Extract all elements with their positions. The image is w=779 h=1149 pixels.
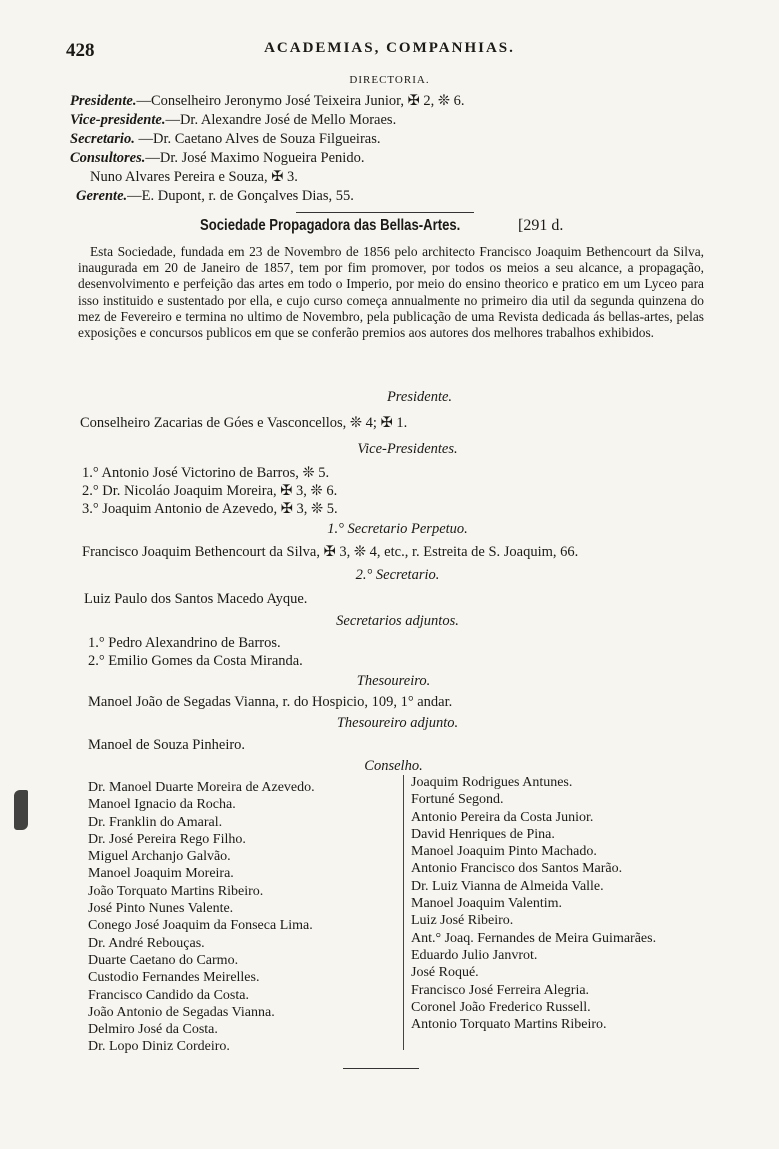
conselho-right-column: [411, 774, 656, 1033]
role-text: —Dr. Alexandre José de Mello Moraes.: [165, 112, 397, 128]
section-title: Sociedade Propagadora das Bellas-Artes.: [200, 217, 461, 234]
vice-heading: Vice-Presidentes.: [357, 441, 458, 457]
list-item: José Pinto Nunes Valente.: [88, 901, 234, 917]
directoria-line: [70, 130, 381, 149]
list-item: Manoel Joaquim Valentim.: [411, 896, 562, 912]
list-item: Francisco Candido da Costa.: [88, 987, 249, 1003]
thesoureiro-adjunto-name: Manoel de Souza Pinheiro.: [88, 737, 246, 753]
adjunto-line: 1.° Pedro Alexandrino de Barros.: [88, 635, 281, 651]
list-item: Delmiro José da Costa.: [88, 1022, 218, 1038]
role-label: Presidente.: [70, 93, 137, 109]
presidente-heading: Presidente.: [386, 389, 453, 405]
list-item: Dr. André Rebouças.: [88, 935, 205, 951]
list-item: Manoel Ignacio da Rocha.: [88, 797, 236, 813]
running-title: ACADEMIAS, COMPANHIAS.: [264, 40, 515, 56]
role-text: —Conselheiro Jeronymo José Teixeira Junior, ✠ 2, ❊ 6.: [136, 93, 465, 109]
section-header: [200, 217, 517, 235]
list-item: João Torquato Martins Ribeiro.: [88, 883, 264, 899]
list-item: Antonio Francisco dos Santos Marão.: [411, 861, 623, 877]
page-number: 428: [66, 40, 95, 61]
society-description: Esta Sociedade, fundada em 23 de Novembro de 1856 pelo architecto Francisco Joaquim Bethencourt da Silva, inaugurada em 20 de Janeiro de 1857, tem por fim promover, por todos os meios a seu alcance, a propagação, desenvolvimento e perfeição das artes em todo o Imperio, por meio do ensino theorico e pratico em um Lyceo para isso instituido e sustentado por ella, e cujo curso começa annualmente no primeiro dia util da segunda quinzena do mez de Fevereiro e termina no ultimo de Novembro, pela publicação de uma Revista dedicada ás bellas-artes, pelas exposições e concursos publicos em que se conferão premios aos autores dos melhores trabalhos exhibidos.: [78, 244, 704, 341]
list-item: David Henriques de Pina.: [411, 826, 555, 842]
list-item: Coronel João Frederico Russell.: [411, 999, 591, 1015]
directoria-heading: DIRECTORIA.: [349, 74, 430, 86]
thesoureiro-name: Manoel João de Segadas Vianna, r. do Hospicio, 109, 1° andar.: [88, 694, 453, 710]
sec2-name: Luiz Paulo dos Santos Macedo Ayque.: [84, 591, 308, 607]
list-item: Dr. Franklin do Amaral.: [88, 814, 223, 830]
column-divider: [403, 775, 404, 1050]
thesoureiro-heading: Thesoureiro.: [356, 673, 431, 689]
vice-line: 1.° Antonio José Victorino de Barros, ❊ 5.: [82, 465, 330, 481]
list-item: Miguel Archanjo Galvão.: [88, 849, 231, 865]
role-text: Nuno Alvares Pereira e Souza, ✠ 3.: [90, 169, 298, 185]
directoria-line: [70, 92, 465, 111]
list-item: Custodio Fernandes Meirelles.: [88, 970, 260, 986]
directoria-line: [70, 111, 396, 130]
list-item: Conego José Joaquim da Fonseca Lima.: [88, 918, 313, 934]
list-item: Duarte Caetano do Carmo.: [88, 952, 239, 968]
role-text: —Dr. Caetano Alves de Souza Filgueiras.: [134, 131, 381, 147]
adjunto-line: 2.° Emilio Gomes da Costa Miranda.: [88, 653, 303, 669]
presidente-name: Conselheiro Zacarias de Góes e Vasconcellos, ❊ 4; ✠ 1.: [80, 415, 408, 431]
list-item: Manoel Joaquim Moreira.: [88, 866, 234, 882]
role-text: —E. Dupont, r. de Gonçalves Dias, 55.: [127, 188, 354, 204]
sec2-heading: 2.° Secretario.: [355, 567, 440, 583]
vice-line: 2.° Dr. Nicoláo Joaquim Moreira, ✠ 3, ❊ 6.: [82, 483, 338, 499]
conselho-left-column: [88, 779, 315, 1056]
conselho-heading: Conselho.: [364, 758, 423, 774]
role-label: Gerente.: [76, 188, 128, 204]
list-item: Luiz José Ribeiro.: [411, 913, 514, 929]
list-item: Dr. Luiz Vianna de Almeida Valle.: [411, 878, 604, 894]
list-item: Francisco José Ferreira Alegria.: [411, 982, 590, 998]
closing-rule: [343, 1068, 419, 1069]
directoria-line: [90, 168, 298, 187]
list-item: Ant.° Joaq. Fernandes de Meira Guimarães.: [411, 930, 657, 946]
section-reference: [291 d.: [518, 217, 564, 234]
sec1-heading: 1.° Secretario Perpetuo.: [327, 521, 468, 537]
vice-line: 3.° Joaquim Antonio de Azevedo, ✠ 3, ❊ 5.: [82, 501, 338, 517]
role-label: Secretario.: [70, 131, 135, 147]
list-item: Fortuné Segond.: [411, 792, 504, 808]
page-stain: [14, 790, 28, 830]
list-item: Dr. José Pereira Rego Filho.: [88, 831, 246, 847]
list-item: Dr. Manoel Duarte Moreira de Azevedo.: [88, 780, 315, 795]
list-item: Antonio Pereira da Costa Junior.: [411, 809, 594, 825]
role-text: —Dr. José Maximo Nogueira Penido.: [145, 150, 365, 166]
directoria-line: [76, 187, 354, 206]
list-item: Eduardo Julio Janvrot.: [411, 947, 538, 963]
directoria-line: [70, 149, 364, 168]
list-item: Antonio Torquato Martins Ribeiro.: [411, 1017, 607, 1033]
section-divider: [296, 212, 474, 213]
thesoureiro-adjunto-heading: Thesoureiro adjunto.: [336, 715, 459, 731]
list-item: Dr. Lopo Diniz Cordeiro.: [88, 1039, 230, 1055]
list-item: João Antonio de Segadas Vianna.: [88, 1004, 275, 1020]
list-item: José Roqué.: [411, 965, 479, 981]
list-item: Manoel Joaquim Pinto Machado.: [411, 844, 597, 860]
role-label: Vice-presidente.: [70, 112, 166, 128]
sec1-name: Francisco Joaquim Bethencourt da Silva, ✠ 3, ❊ 4, etc., r. Estreita de S. Joaquim, 66.: [82, 544, 579, 560]
adjuntos-heading: Secretarios adjuntos.: [336, 613, 459, 629]
role-label: Consultores.: [70, 150, 146, 166]
list-item: Joaquim Rodrigues Antunes.: [411, 775, 573, 790]
